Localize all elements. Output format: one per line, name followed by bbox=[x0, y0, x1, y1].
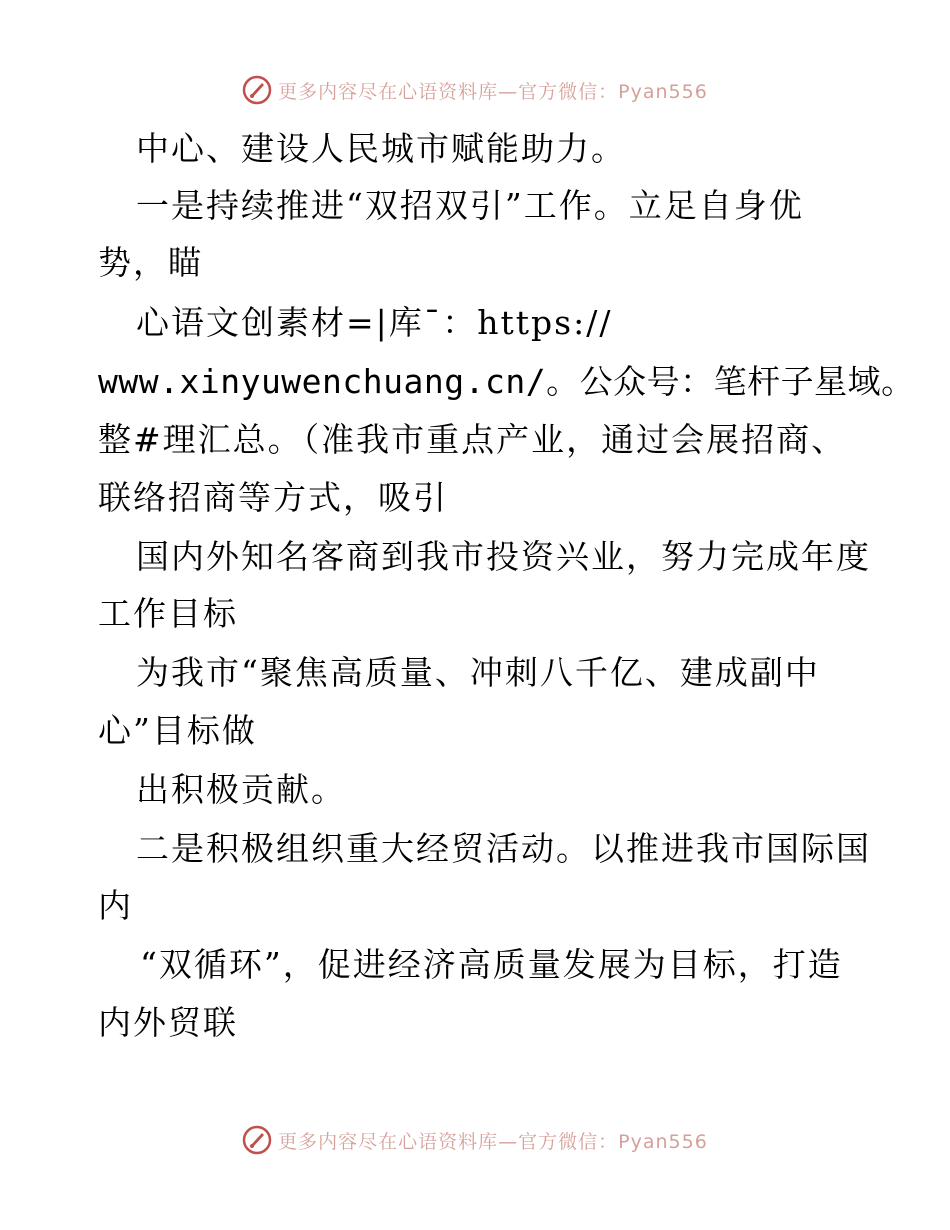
body-line: 势，瞄 bbox=[98, 243, 203, 282]
body-line: 内 bbox=[98, 886, 133, 925]
body-line: 出积极贡献。 bbox=[136, 770, 346, 809]
body-line: 整#理汇总。（准我市重点产业，通过会展招商、 bbox=[98, 420, 847, 459]
header-banner bbox=[0, 70, 950, 110]
body-line: 心语文创素材=|库¯：https:// bbox=[136, 303, 613, 342]
brand-logo-icon bbox=[242, 1125, 272, 1155]
brand-logo-icon bbox=[242, 75, 272, 105]
body-line: 国内外知名客商到我市投资兴业，努力完成年度 bbox=[136, 537, 871, 576]
body-line: 二是积极组织重大经贸活动。以推进我市国际国 bbox=[136, 829, 871, 868]
banner-text: 更多内容尽在心语资料库—官方微信：Pyan556 bbox=[278, 1130, 708, 1153]
body-line: 中心、建设人民城市赋能助力。 bbox=[136, 129, 626, 168]
body-line: 内外贸联 bbox=[98, 1003, 238, 1042]
body-line: 心”目标做 bbox=[98, 711, 257, 750]
body-line: www.xinyuwenchuang.cn/。公众号：笔杆子星域。 bbox=[98, 362, 915, 401]
body-line: “双循环”，促进经济高质量发展为目标，打造 bbox=[140, 945, 843, 984]
banner-text: 更多内容尽在心语资料库—官方微信：Pyan556 bbox=[278, 80, 708, 103]
body-line: 工作目标 bbox=[98, 594, 238, 633]
body-line: 一是持续推进“双招双引”工作。立足自身优 bbox=[136, 186, 804, 225]
body-line: 为我市“聚焦高质量、冲刺八千亿、建成副中 bbox=[136, 653, 820, 692]
footer-banner bbox=[0, 1120, 950, 1160]
body-line: 联络招商等方式，吸引 bbox=[98, 478, 448, 517]
